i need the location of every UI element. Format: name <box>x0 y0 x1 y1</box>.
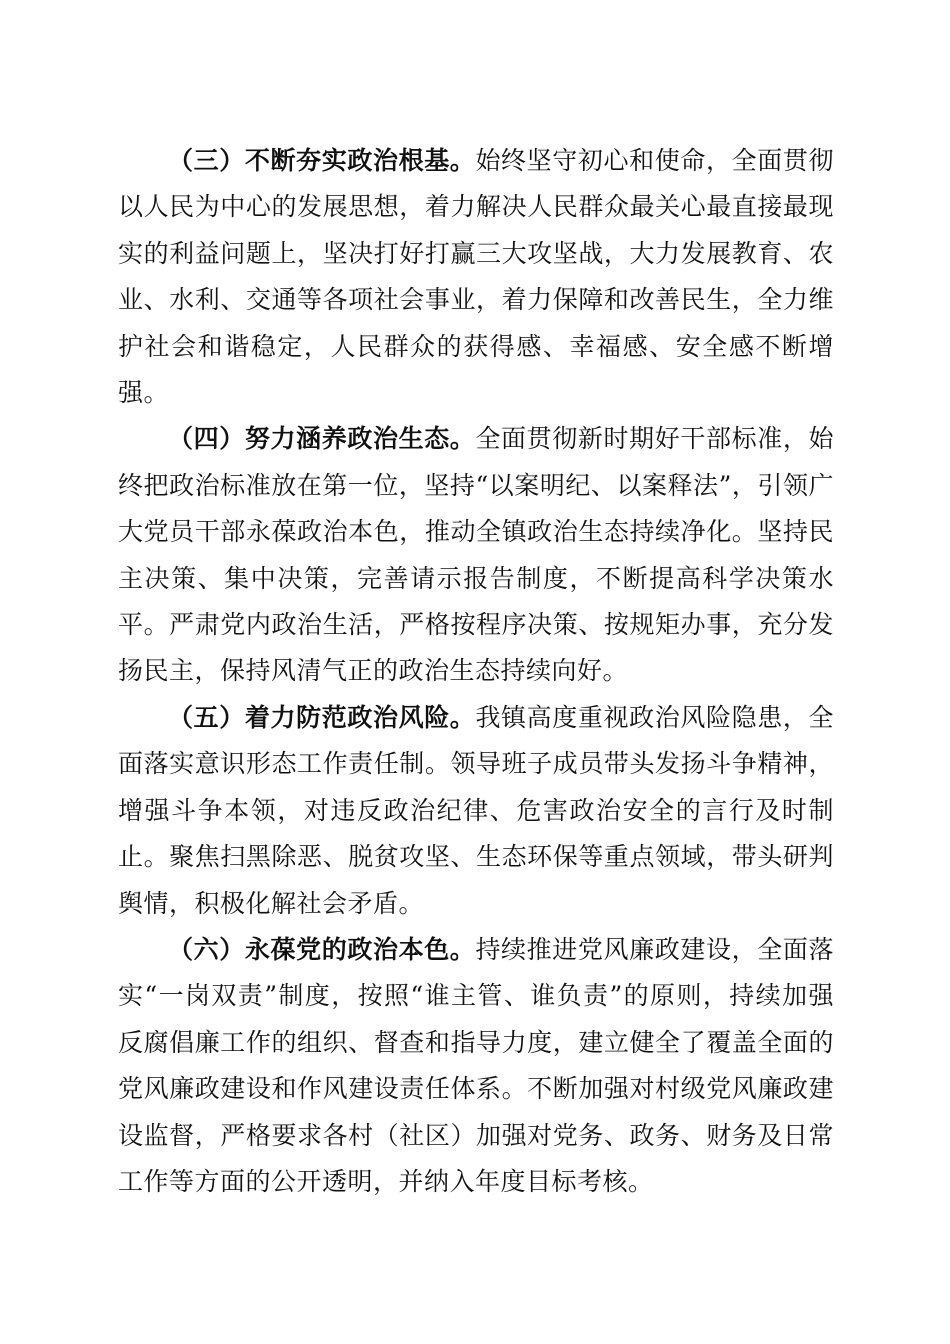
paragraph-4 <box>118 416 834 694</box>
paragraph-5-body: 我镇高度重视政治风险隐患，全面落实意识形态工作责任制。领导班子成员带头发扬斗争精神，增强斗争本领，对违反政治纪律、危害政治安全的言行及时制止。聚焦扫黑除恶、脱贫攻坚、生态环保等重点领域，带头研判舆情，积极化解社会矛盾。 <box>118 702 834 918</box>
paragraph-6-heading: （六）永葆党的政治本色。 <box>168 934 476 964</box>
paragraph-6-body: 持续推进党风廉政建设，全面落实“一岗双责”制度，按照“谁主管、谁负责”的原则，持续加强反腐倡廉工作的组织、督查和指导力度，建立健全了覆盖全面的党风廉政建设和作风建设责任体系。不断加强对村级党风廉政建设监督，严格要求各村（社区）加强对党务、政务、财务及日常工作等方面的公开透明，并纳入年度目标考核。 <box>118 934 834 1196</box>
paragraph-3-body: 始终坚守初心和使命，全面贯彻以人民为中心的发展思想，着力解决人民群众最关心最直接最现实的利益问题上，坚决打好打赢三大攻坚战，大力发展教育、农业、水利、交通等各项社会事业，着力保障和改善民生，全力维护社会和谐稳定，人民群众的获得感、幸福感、安全感不断增强。 <box>118 146 834 408</box>
paragraph-3 <box>118 138 834 416</box>
paragraph-3-heading: （三）不断夯实政治根基。 <box>168 146 476 175</box>
paragraph-5-heading: （五）着力防范政治风险。 <box>168 702 476 732</box>
paragraph-6 <box>118 927 834 1205</box>
paragraph-4-heading: （四）努力涵养政治生态。 <box>168 424 476 454</box>
paragraph-4-body: 全面贯彻新时期好干部标准，始终把政治标准放在第一位，坚持“以案明纪、以案释法”，引领广大党员干部永葆政治本色，推动全镇政治生态持续净化。坚持民主决策、集中决策，完善请示报告制度，不断提高科学决策水平。严肃党内政治生活，严格按程序决策、按规矩办事，充分发扬民主，保持风清气正的政治生态持续向好。 <box>118 424 834 686</box>
paragraph-5 <box>118 695 834 927</box>
document-body <box>118 138 834 1205</box>
